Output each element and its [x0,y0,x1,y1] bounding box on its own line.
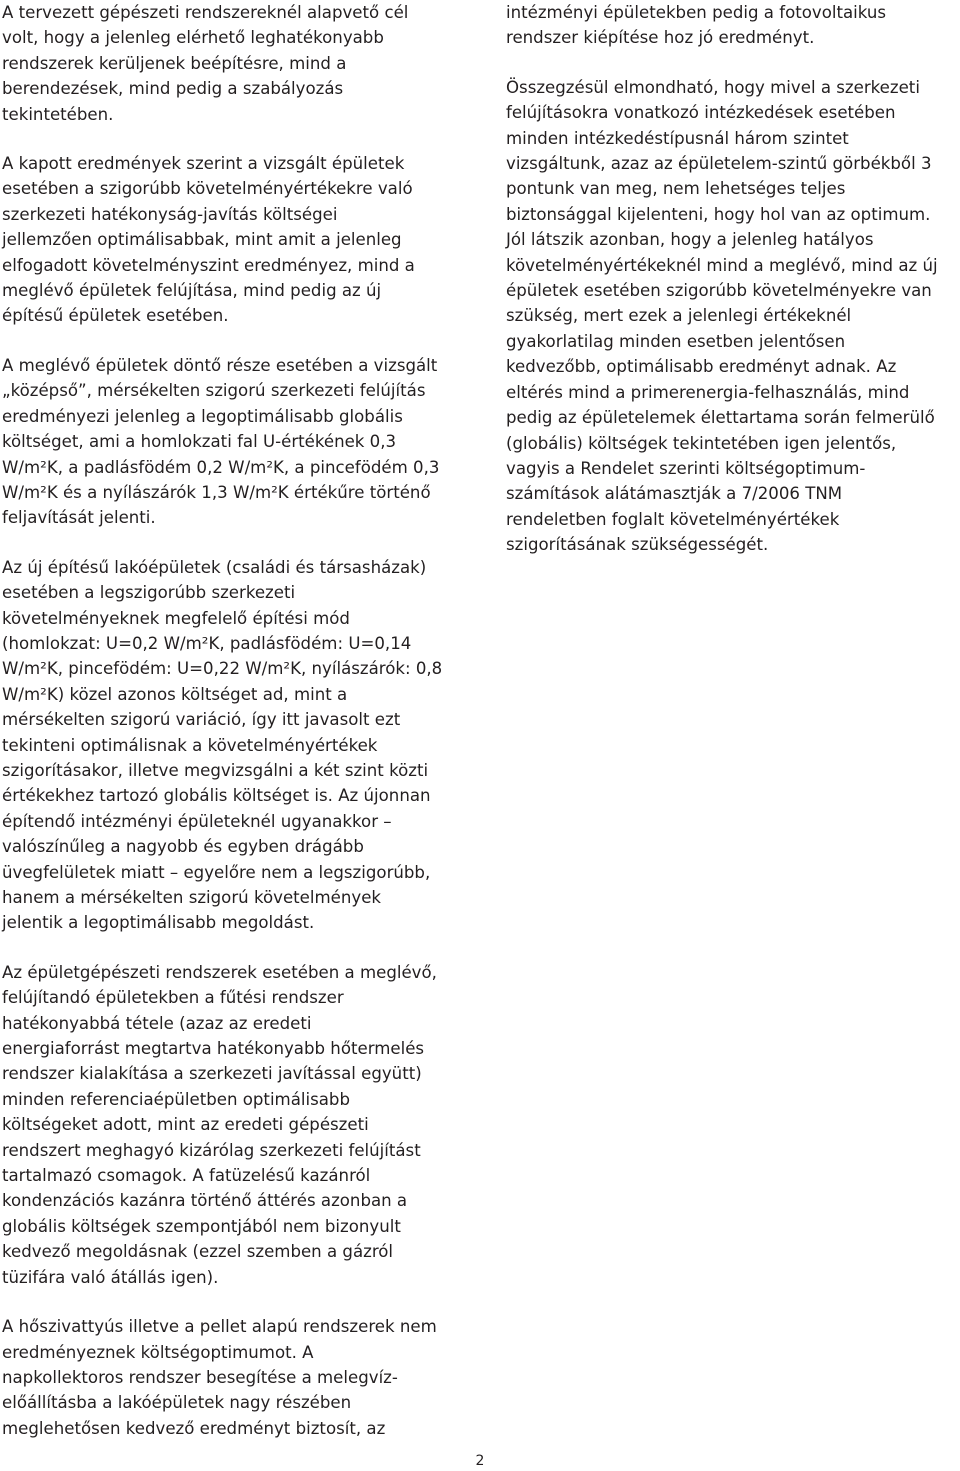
left-column [2,0,464,1465]
paragraph-results-summary: A kapott eredmények szerint a vizsgált épületek esetében a szigorúbb követelményértékekre való szerkezeti hatékonyság-javítás költségei jellemzően optimálisabbak, mint amit a jelenleg elfogadott követelményszint eredményez, mind a meglévő épületek felújítása, mind pedig az új építésű épületek esetében. [2,154,415,326]
paragraph-photovoltaic: intézményi épületekben pedig a fotovoltaikus rendszer kiépítése hoz jó eredményt. [506,3,887,48]
right-column [506,0,958,582]
paragraph-existing-buildings: A meglévő épületek döntő része esetében a vizsgált „középső”, mérsékelten szigorú szerkezeti felújítás eredményezi jelenleg a legoptimálisabb globális költséget, ami a homlokzati fal U-értékének 0,3 W/m²K, a padlásfödém 0,2 W/m²K, a pincefödém 0,3 W/m²K és a nyílászárók 1,3 W/m²K értékűre történő feljavítását jelenti. [2,355,440,528]
paragraph-new-buildings: Az új építésű lakóépületek (családi és társasházak) esetében a legszigorúbb szerkezeti követelményeknek megfelelő építési mód (homlokzat: U=0,2 W/m²K, padlásfödém: U=0,14 W/m²K, pincefödém: U=0,22 W/m²K, nyílászárók: 0,8 W/m²K) közel azonos költséget ad, mint a mérsékelten szigorú variáció, így itt javasolt ezt tekinteni optimálisnak a követelményértékek szigorításakor, illetve megvizsgálni a két szint közti értékekhez tartozó globális költséget is. Az újonnan építendő intézményi épületeknél ugyanakkor – valószínűleg a nagyobb és egyben drágább üvegfelületek miatt – egyelőre nem a legszigorúbb, hanem a mérsékelten szigorú követelmények jelentik a legoptimálisabb megoldást. [2,557,443,933]
paragraph-building-services: Az épületgépészeti rendszerek esetében a meglévő, felújítandó épületekben a fűtési rendszer hatékonyabbá tétele (azaz az eredeti energiaforrást megtartva hatékonyabb hőtermelés rendszer kialakítása a szerkezeti javítással együtt) minden referenciaépületben optimálisabb költségeket adott, mint az eredeti gépészeti rendszert meghagyó kizárólag szerkezeti felújítást tartalmazó csomagok. A fatüzelésű kazánról kondenzációs kazánra történő áttérés azonban a globális költségek szempontjából nem bizonyult kedvező megoldásnak (ezzel szemben a gázról tüzifára való átállás igen). [2,962,437,1287]
paragraph-heat-pump-systems: A hőszivattyús illetve a pellet alapú rendszerek nem eredményeznek költségoptimumot. A napkollektoros rendszer besegítése a melegvíz- előállításba a lakóépületek nagy részében meglehetősen kedvező eredményt biztosít, az [2,1317,437,1438]
paragraph-conclusion: Összegzésül elmondható, hogy mivel a szerkezeti felújításokra vonatkozó intézkedések esetében minden intézkedéstípusnál három szintet vizsgáltunk, azaz az épületelem-szintű görbékből 3 pontunk van meg, nem lehetséges teljes biztonsággal kijelenteni, hogy hol van az optimum. Jól látszik azonban, hogy a jelenleg hatályos követelményértékeknél mind a meglévő, mind az új épületek esetében szigorúbb követelményekre van szükség, mert ezek a jelenlegi értékeknél gyakorlatilag minden esetben jelentősen kedvezőbb, optimálisabb eredményt adnak. Az eltérés mind a primerenergia-felhasználás, mind pedig az épületelemek élettartama során felmerülő (globális) költségek tekintetében igen jelentős, vagyis a Rendelet szerinti költségoptimum- számítások alátámasztják a 7/2006 TNM rendeletben foglalt követelményértékek szigorításának szükségességét. [506,77,938,555]
paragraph-design-goal: A tervezett gépészeti rendszereknél alapvető cél volt, hogy a jelenleg elérhető leghatékonyabb rendszerek kerüljenek beépítésre, mind a berendezések, mind pedig a szabályozás tekintetében. [2,3,409,124]
page-number: 2 [475,1453,485,1469]
